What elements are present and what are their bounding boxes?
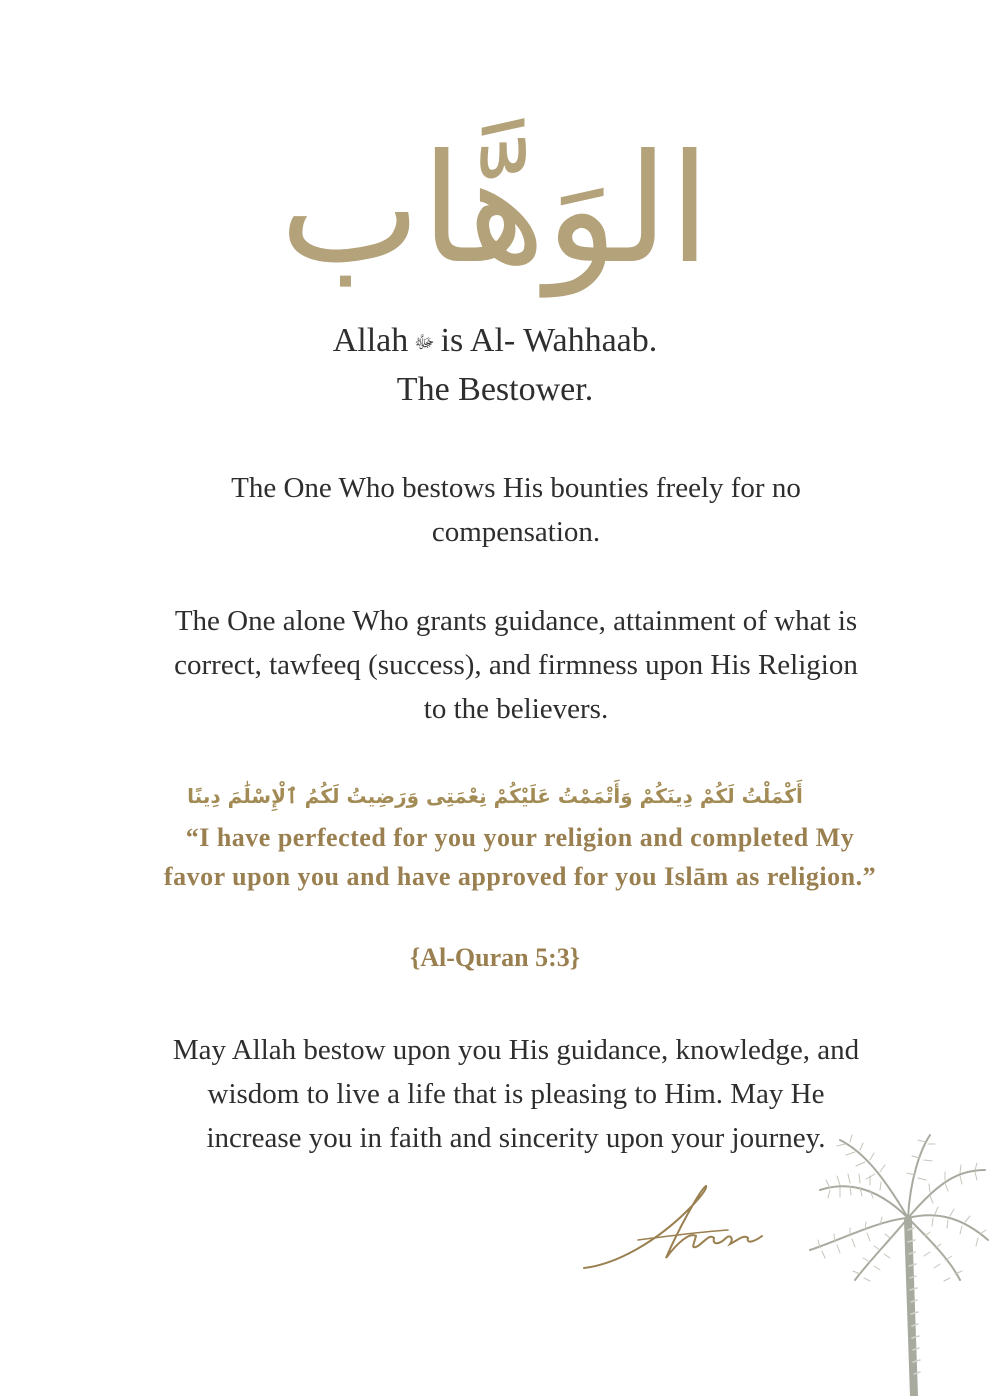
description-paragraph-1: The One Who bestows His bounties freely for no compensation. bbox=[231, 472, 801, 548]
name-allah: Allah bbox=[332, 322, 409, 359]
verse-translation: “I have perfected for you your religion and completed My favor upon you and have approved for you Islām as religion.” bbox=[163, 823, 877, 891]
honorific-glyph: ﷻ bbox=[414, 332, 435, 354]
name-meaning: The Bestower. bbox=[396, 371, 594, 408]
ameen-signature-icon bbox=[578, 1180, 768, 1280]
name-line-1 bbox=[0, 317, 990, 367]
palm-tree-icon bbox=[800, 1130, 990, 1396]
description-paragraph-2: The One alone Who grants guidance, attainment of what is correct, tawfeeq (success), and firmness upon His Religion to the believers. bbox=[174, 605, 858, 725]
dua-paragraph: May Allah bestow upon you His guidance, knowledge, and wisdom to live a life that is pleasing to Him. May He increase you in faith and sincerity upon your journey. bbox=[172, 1034, 860, 1154]
name-al-wahhaab: is Al- Wahhaab. bbox=[440, 322, 658, 359]
verse-reference: {Al-Quran 5:3} bbox=[410, 943, 580, 972]
arabic-name-title: الوَهَّاب bbox=[279, 123, 711, 297]
verse-arabic: أَكْمَلْتُ لَكُمْ دِينَكُمْ وَأَتْمَمْتُ عَلَيْكُمْ نِعْمَتِى وَرَضِيتُ لَكُمُ ٱلْإِسْلَٰمَ دِينًا bbox=[187, 784, 803, 808]
